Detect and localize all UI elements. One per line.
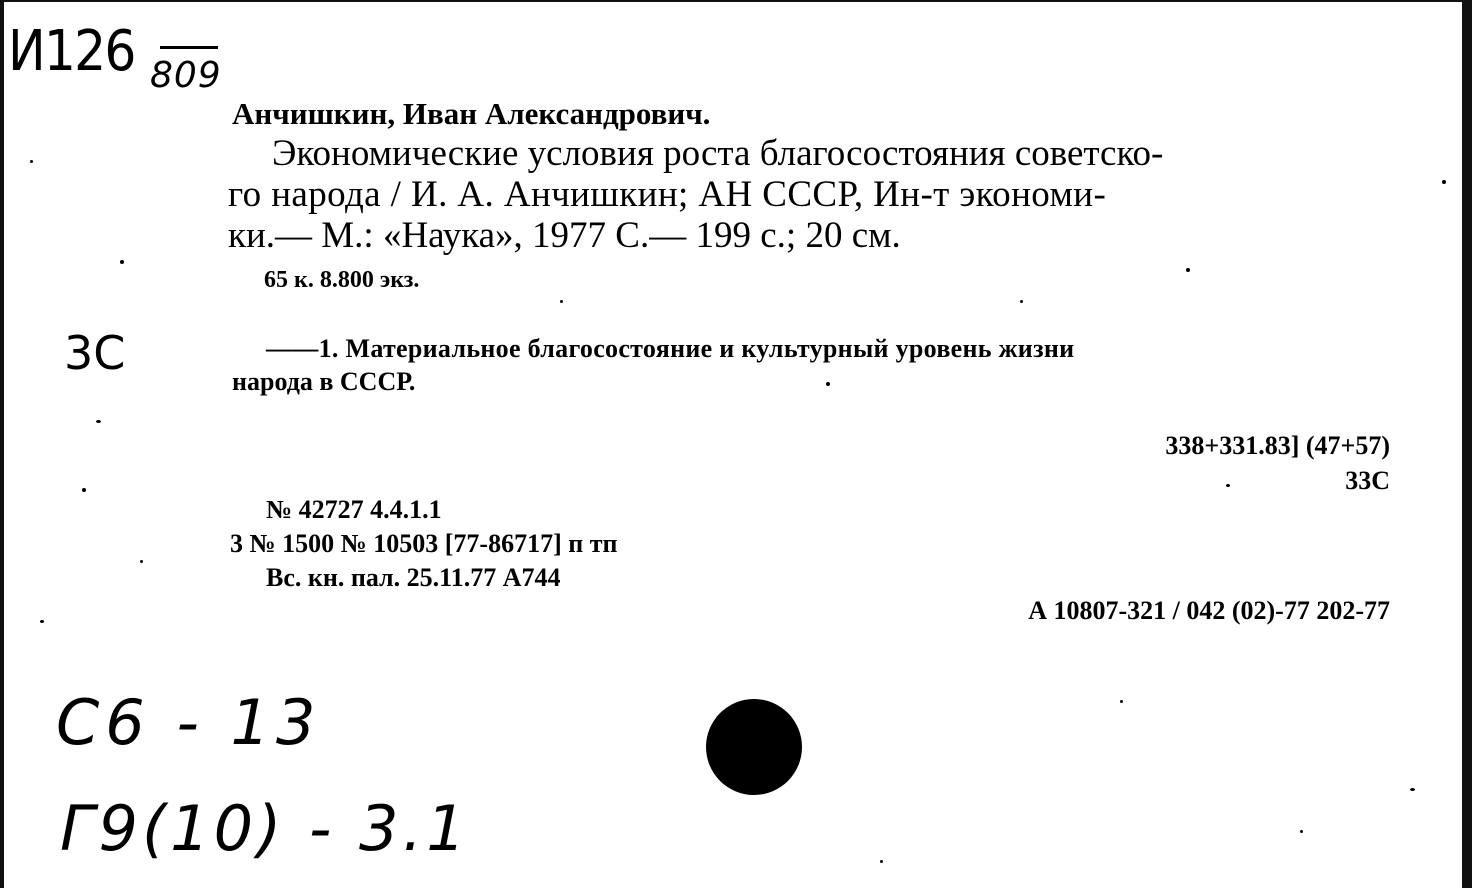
bbk-code: 33С (1345, 466, 1390, 495)
title-line-2: го народа / И. А. Анчишкин; АН СССР, Ин-т экономи- (228, 174, 1107, 215)
title-line-3: ки.— М.: «Наука», 1977 С.— 199 с.; 20 см. (228, 215, 901, 256)
handwritten-call-number: И126 (8, 19, 135, 84)
card-left-edge (0, 0, 4, 888)
registry-line-1: № 42727 4.4.1.1 (266, 495, 442, 524)
title-line-1: Экономические условия роста благосостояния советско- (272, 133, 1164, 174)
handwritten-call-number-sub: 809 (150, 55, 222, 96)
handwritten-shelf-code: С6 - 13 (56, 686, 322, 759)
price-copies: 65 к. 8.800 экз. (264, 267, 420, 293)
subject-line-2: народа в СССР. (232, 367, 416, 396)
publisher-code: А 10807-321 / 042 (02)-77 202-77 (1028, 596, 1390, 625)
registry-line-3: Вс. кн. пал. 25.11.77 А744 (266, 563, 561, 592)
udc-code: 338+331.83] (47+57) (1165, 431, 1390, 460)
call-number-fraction-line (160, 46, 218, 49)
handwritten-classification-mark: 3С (64, 326, 126, 380)
card-top-edge (0, 0, 1472, 14)
punch-hole (706, 699, 802, 795)
subject-line-1: ——1. Материальное благосостояние и культурный уровень жизни (266, 334, 1075, 363)
card-right-edge (1462, 0, 1472, 888)
handwritten-index-code: Г9(10) - 3.1 (60, 792, 470, 865)
registry-line-2: 3 № 1500 № 10503 [77-86717] п тп (230, 529, 618, 558)
author-heading: Анчишкин, Иван Александрович. (232, 96, 711, 131)
